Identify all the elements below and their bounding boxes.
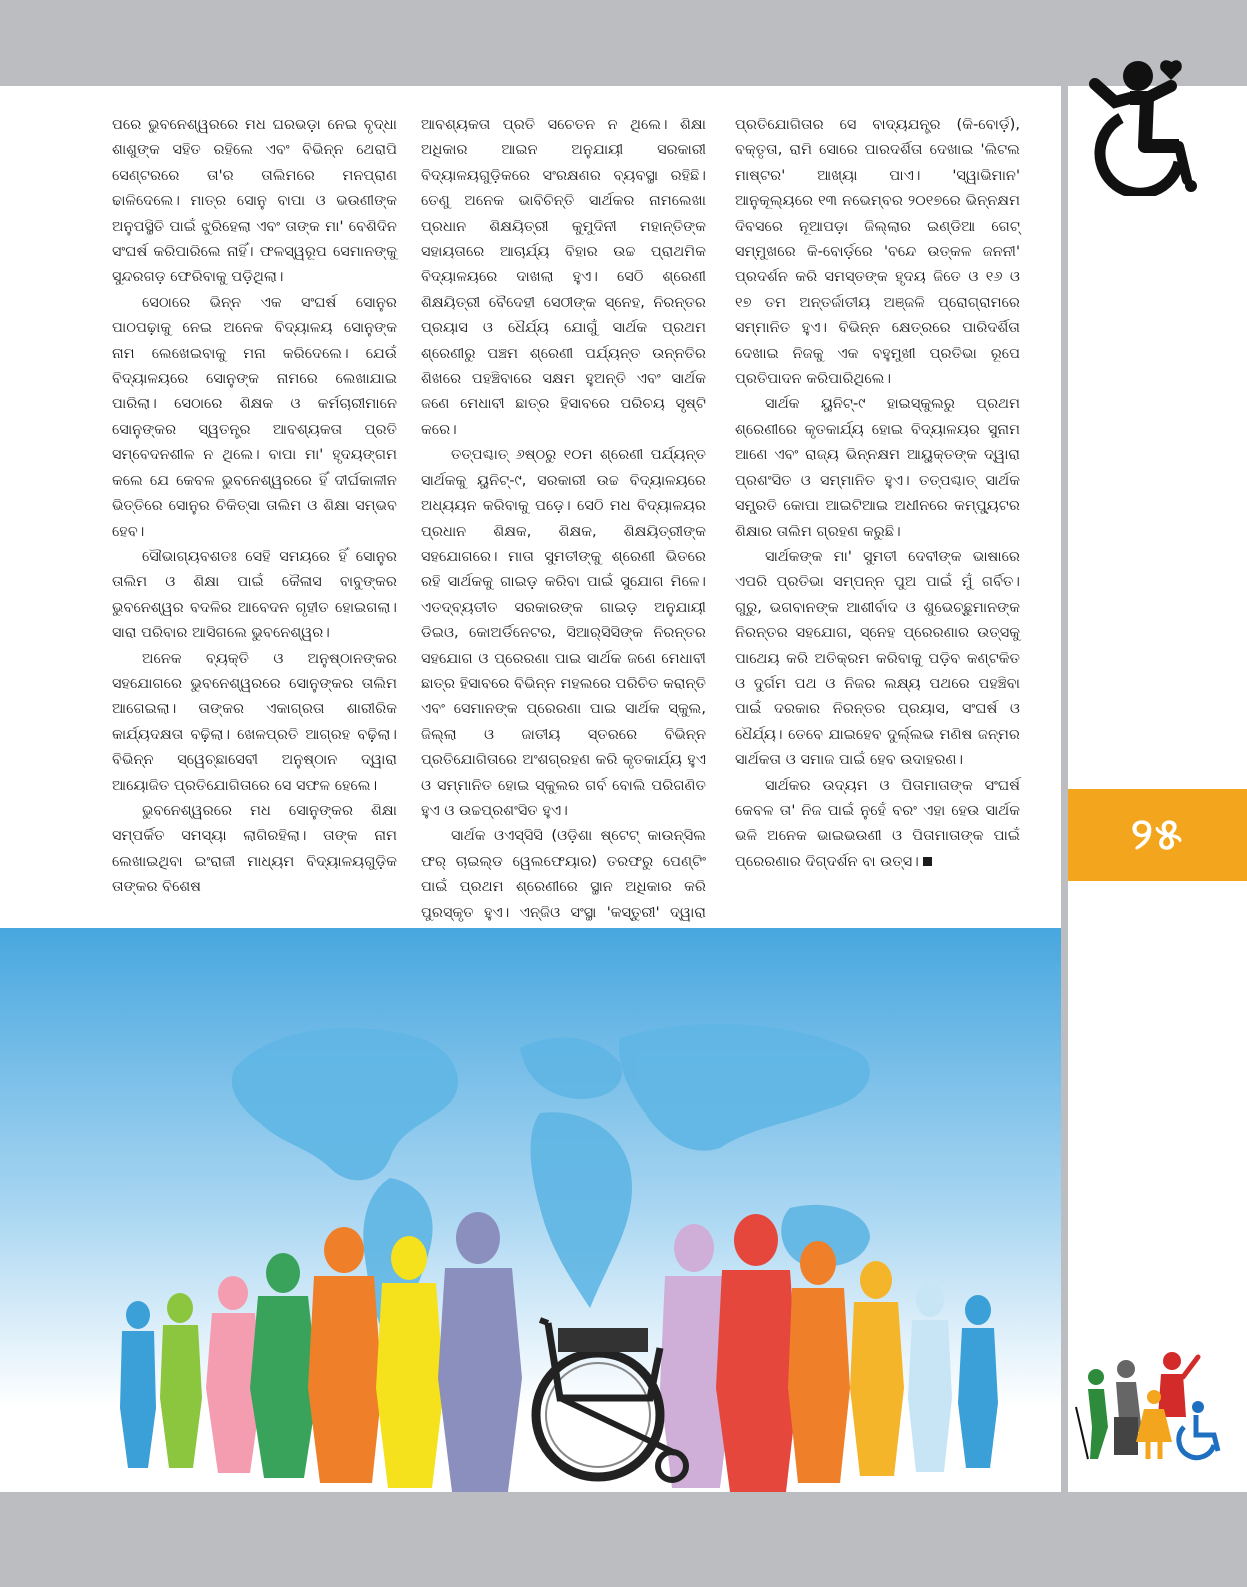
side-divider bbox=[1061, 86, 1068, 1492]
article-column-3 bbox=[735, 112, 1020, 874]
wheelchair-person-icon bbox=[1075, 46, 1205, 196]
bottom-band bbox=[0, 1492, 1247, 1587]
paragraph: ସୌଭାଗ୍ୟବଶତଃ ସେହି ସମୟରେ ହିଁ ସୋନୁର ତାଲିମ ଓ ଶିକ୍ଷା ପାଇଁ କୈଳାସ ବାବୁଙ୍କର ଭୁବନେଶ୍ୱର ବଦଳିର ଆବେଦନ ଗୃହୀତ ହୋଇଗଲା। ସାରା ପରିବାର ଆସିଗଲେ ଭୁବନେଶ୍ୱର। bbox=[112, 547, 397, 642]
paragraph-last bbox=[735, 773, 1020, 875]
people-disability-icon bbox=[1068, 1347, 1228, 1462]
top-band bbox=[0, 0, 1247, 86]
article-column-1 bbox=[112, 112, 397, 900]
world-people-illustration bbox=[0, 928, 1061, 1492]
paragraph: ସାର୍ଥକ ଓଏସ୍‌ସିସି (ଓଡ଼ିଶା ଷ୍ଟେଟ୍ କାଉନ୍‌ସିଲ ଫର୍ ଚାଇଲ୍ଡ ୱେଲଫେୟାର) ତରଫରୁ ପେଣ୍ଟିଂ ପାଇଁ ପ୍ରଥମ ଶ୍ରେଣୀରେ ସ୍ଥାନ ଅଧିକାର କରି ପୁରସ୍କୃତ ହୁଏ। ଏନ୍‌ଜିଓ ସଂସ୍ଥା 'କସ୍ତୁରୀ' ଦ୍ୱାରା bbox=[421, 827, 706, 921]
end-mark bbox=[923, 857, 932, 866]
paragraph: ଭୁବନେଶ୍ୱରରେ ମଧ ସୋନୁଙ୍କର ଶିକ୍ଷା ସମ୍ପର୍କିତ ସମସ୍ୟା ଲାଗିରହିଲା। ତାଙ୍କ ନାମ ଲେଖାଇଥିବା ଇଂରାଜୀ ମାଧ୍ୟମ ବିଦ୍ୟାଳୟଗୁଡ଼ିକ ତାଙ୍କର ବିଶେଷ bbox=[112, 801, 397, 896]
paragraph-text: ସାର୍ଥକର ଉଦ୍ୟମ ଓ ପିତାମାତାଙ୍କ ସଂଘର୍ଷ କେବଳ ତା' ନିଜ ପାଇଁ ନୁହେଁ ବରଂ ଏହା ହେଉ ସାର୍ଥକ ଭଳି ଅନେକ ଭାଇଭଉଣୀ ଓ ପିତାମାତାଙ୍କ ପାଇଁ ପ୍ରେରଣାର ଦିଗ୍‌ଦର୍ଶନ ବା ଉତ୍ସ। bbox=[735, 776, 1020, 870]
paragraph: ଅନେକ ବ୍ୟକ୍ତି ଓ ଅନୁଷ୍ଠାନଙ୍କର ସହଯୋଗରେ ଭୁବନେଶ୍ୱରରେ ସୋନୁଙ୍କର ତାଲିମ ଆଗେଇଲା। ତାଙ୍କର ଏକାଗ୍ରତା ଶାରୀରିକ କାର୍ଯ୍ୟଦକ୍ଷତା ବଢ଼ିଲା। ଖେଳପ୍ରତି ଆଗ୍ରହ ବଢ଼ିଲା। ବିଭିନ୍ନ ସ୍ୱେଚ୍ଛାସେବୀ ଅନୁଷ୍ଠାନ ଦ୍ୱାରା ଆୟୋଜିତ ପ୍ରତିଯୋଗିତାରେ ସେ ସଫଳ ହେଲେ। bbox=[112, 649, 397, 794]
paragraph: ତତ୍ପଶ୍ଚାତ୍ ୬ଷ୍ଠରୁ ୧୦ମ ଶ୍ରେଣୀ ପର୍ଯ୍ୟନ୍ତ ସାର୍ଥକକୁ ୟୁନିଟ୍-୯, ସରକାରୀ ଉଚ୍ଚ ବିଦ୍ୟାଳୟରେ ଅଧ୍ୟୟନ କରିବାକୁ ପଡ଼େ। ସେଠି ମଧ ବିଦ୍ୟାଳୟର ପ୍ରଧାନ ଶିକ୍ଷକ, ଶିକ୍ଷକ, ଶିକ୍ଷୟିତ୍ରୀଙ୍କ ସହଯୋଗରେ। ମାତା ସୁମତୀଙ୍କୁ ଶ୍ରେଣୀ ଭିତରେ ରହି ସାର୍ଥକକୁ ଗାଇଡ଼ କରିବା ପାଇଁ ସୁଯୋଗ ମିଳେ। ଏତଦ୍‌ବ୍ୟତୀତ ସରକାରଙ୍କ ଗାଇଡ଼ ଅନୁଯାୟୀ ଡିଇଓ, କୋଅର୍ଡିନେଟର, ସିଆର୍‌ସିସିଙ୍କ ନିରନ୍ତର ସହଯୋଗ ଓ ପ୍ରେରଣା ପାଇ ସାର୍ଥକ ଜଣେ ମେଧାବୀ ଛାତ୍ର ହିସାବରେ ବିଭିନ୍ନ ମହଲରେ ପରିଚିତ କରାନ୍ତି ଏବଂ ସେମାନଙ୍କ ପ୍ରେରଣା ପାଇ ସାର୍ଥକ ସ୍କୁଲ, ଜିଲ୍ଲା ଓ ଜାତୀୟ ସ୍ତରରେ ବିଭିନ୍ନ ପ୍ରତିଯୋଗିତାରେ ଅଂଶଗ୍ରହଣ କରି କୃତକାର୍ଯ୍ୟ ହୁଏ ଓ ସମ୍ମାନିତ ହୋଇ ସ୍କୁଲର ଗର୍ବ ବୋଲି ପରିଗଣିତ ହୁଏ ଓ ଉଚ୍ଚପ୍ରଶଂସିତ ହୁଏ। bbox=[421, 446, 706, 819]
paragraph: ପ୍ରତିଯୋଗିତାର ସେ ବାଦ୍ୟଯନ୍ତ୍ର (କି-ବୋର୍ଡ଼), ବକ୍ତୃତା, ରାମି ସୋରେ ପାରଦର୍ଶିତା ଦେଖାଇ 'ଲିଟଲ ମାଷ୍ଟର' ଆଖ୍ୟା ପାଏ। 'ସ୍ୱାଭିମାନ' ଆନୁକୂଲ୍ୟରେ ୧୩ ନଭେମ୍ବର ୨୦୧୭ରେ ଭିନ୍ନକ୍ଷମ ଦିବସରେ ନୂଆପଡ଼ା ଜିଲ୍ଲାର ଇଣ୍ଡିଆ ଗେଟ୍ ସମ୍ମୁଖରେ କି-ବୋର୍ଡ଼ରେ 'ବନ୍ଦେ ଉତ୍କଳ ଜନନୀ' ପ୍ରଦର୍ଶନ କରି ସମସ୍ତଙ୍କ ହୃଦୟ ଜିତେ ଓ ୧୬ ଓ ୧୭ ତମ ଅନ୍ତର୍ଜାତୀୟ ଅଞ୍ଜଳି ପ୍ରୋଗ୍ରାମରେ ସମ୍ମାନିତ ହୁଏ। ବିଭିନ୍ନ କ୍ଷେତ୍ରରେ ପାରିଦର୍ଶିତା ଦେଖାଇ ନିଜକୁ ଏକ ବହୁମୁଖୀ ପ୍ରତିଭା ରୂପେ ପ୍ରତିପାଦନ କରିପାରିଥିଲେ। bbox=[735, 116, 1020, 388]
article-column-2 bbox=[421, 112, 706, 950]
paragraph: ସାର୍ଥକ ୟୁନିଟ୍-୯ ହାଇସ୍କୁଲରୁ ପ୍ରଥମ ଶ୍ରେଣୀରେ କୃତକାର୍ଯ୍ୟ ହୋଇ ବିଦ୍ୟାଳୟର ସୁନାମ ଆଣେ ଏବଂ ରାଜ୍ୟ ଭିନ୍ନକ୍ଷମ ଆୟୁକ୍ତଙ୍କ ଦ୍ୱାରା ପ୍ରଶଂସିତ ଓ ସମ୍ମାନିତ ହୁଏ। ତତ୍ପଶ୍ଚାତ୍ ସାର୍ଥକ ସମ୍ପ୍ରତି କୋପା ଆଇଟିଆଇ ଅଧୀନରେ କମ୍ପ୍ୟୁଟର ଶିକ୍ଷାର ତାଲିମ ଗ୍ରହଣ କରୁଛି। bbox=[735, 395, 1020, 540]
paragraph: ପରେ ଭୁବନେଶ୍ୱରରେ ମଧ ଘରଭଡ଼ା ନେଇ ବୃଦ୍ଧା ଶାଶୁଙ୍କ ସହିତ ରହିଲେ ଏବଂ ବିଭିନ୍ନ ଥେରାପି ସେଣ୍ଟରରେ ତା'ର ତାଲିମରେ ମନପ୍ରାଣ ଢାଳିଦେଲେ। ମାତ୍ର ସୋନୁ ବାପା ଓ ଭଉଣୀଙ୍କ ଅନୁପସ୍ଥିତି ପାଇଁ ଝୁରିହେଲା ଏବଂ ତାଙ୍କ ମା' ବେଶିଦିନ ସଂଘର୍ଷ କରିପାରିଲେ ନାହିଁ। ଫଳସ୍ୱରୂପ ସେମାନଙ୍କୁ ସୁନ୍ଦରଗଡ଼ ଫେରିବାକୁ ପଡ଼ିଥିଲା। bbox=[112, 116, 397, 286]
paragraph: ସେଠାରେ ଭିନ୍ନ ଏକ ସଂଘର୍ଷ ସୋନୁର ପାଠପଢ଼ାକୁ ନେଇ ଅନେକ ବିଦ୍ୟାଳୟ ସୋନୁଙ୍କ ନାମ ଲେଖେଇବାକୁ ମନା କରିଦେଲେ। ଯେଉଁ ବିଦ୍ୟାଳୟରେ ସୋନୁଙ୍କ ନାମରେ ଲେଖାଯାଇ ପାରିଲା। ସେଠାରେ ଶିକ୍ଷକ ଓ କର୍ମଚାରୀମାନେ ସୋନୁଙ୍କର ସ୍ୱତନ୍ତ୍ର ଆବଶ୍ୟକତା ପ୍ରତି ସମ୍ବେଦନଶୀଳ ନ ଥିଲେ। ବାପା ମା' ହୃଦୟଙ୍ଗମ କଲେ ଯେ କେବଳ ଭୁବନେଶ୍ୱରରେ ହିଁ ଦୀର୍ଘକାଳୀନ ଭିତ୍ତିରେ ସୋନୁର ଚିକିତ୍ସା ତାଲିମ ଓ ଶିକ୍ଷା ସମ୍ଭବ ହେବ। bbox=[112, 293, 397, 540]
paragraph: ଆବଶ୍ୟକତା ପ୍ରତି ସଚେତନ ନ ଥିଲେ। ଶିକ୍ଷା ଅଧିକାର ଆଇନ ଅନୁଯାୟୀ ସରକାରୀ ବିଦ୍ୟାଳୟଗୁଡ଼ିକରେ ସଂରକ୍ଷଣର ବ୍ୟବସ୍ଥା ରହିଛି। ତେଣୁ ଅନେକ ଭାବିଚିନ୍ତି ସାର୍ଥକର ନାମଲେଖା ପ୍ରଧାନ ଶିକ୍ଷୟିତ୍ରୀ କୁମୁଦିନୀ ମହାନ୍ତିଙ୍କ ସହାୟତାରେ ଆଚାର୍ଯ୍ୟ ବିହାର ଉଚ୍ଚ ପ୍ରାଥମିକ ବିଦ୍ୟାଳୟରେ ଦାଖଲା ହୁଏ। ସେଠି ଶ୍ରେଣୀ ଶିକ୍ଷୟିତ୍ରୀ ବୈଦେହୀ ସେଠୀଙ୍କ ସ୍ନେହ, ନିରନ୍ତର ପ୍ରୟାସ ଓ ଧୈର୍ଯ୍ୟ ଯୋଗୁଁ ସାର୍ଥକ ପ୍ରଥମ ଶ୍ରେଣୀରୁ ପଞ୍ଚମ ଶ୍ରେଣୀ ପର୍ଯ୍ୟନ୍ତ ଉନ୍ନତିର ଶିଖରେ ପହଞ୍ଚିବାରେ ସକ୍ଷମ ହୁଅନ୍ତି ଏବଂ ସାର୍ଥକ ଜଣେ ମେଧାବୀ ଛାତ୍ର ହିସାବରେ ପରିଚୟ ସୃଷ୍ଟି କରେ। bbox=[421, 116, 706, 438]
page-number: ୨୫ bbox=[1068, 789, 1247, 881]
paragraph: ସାର୍ଥକଙ୍କ ମା' ସୁମତୀ ଦେବୀଙ୍କ ଭାଷାରେ ଏପରି ପ୍ରତିଭା ସମ୍ପନ୍ନ ପୁଅ ପାଇଁ ମୁଁ ଗର୍ବିତ। ଗୁରୁ, ଭଗବାନଙ୍କ ଆଶୀର୍ବାଦ ଓ ଶୁଭେଚ୍ଛୁମାନଙ୍କ ନିରନ୍ତର ସହଯୋଗ, ସ୍ନେହ ପ୍ରେରଣାର ଉତ୍ସକୁ ପାଥେୟ କରି ଅତିକ୍ରମ କରିବାକୁ ପଡ଼ିବ କଣ୍ଟକିତ ଓ ଦୁର୍ଗମ ପଥ ଓ ନିଜର ଲକ୍ଷ୍ୟ ପଥରେ ପହଞ୍ଚିବା ପାଇଁ ଦରକାର ନିରନ୍ତର ପ୍ରୟାସ, ସଂଘର୍ଷ ଓ ଧୈର୍ଯ୍ୟ। ତେବେ ଯାଇହେବ ଦୁର୍ଲ୍ଲଭ ମଣିଷ ଜନ୍ମର ସାର୍ଥକତା ଓ ସମାଜ ପାଇଁ ହେବ ଉଦାହରଣ। bbox=[735, 547, 1020, 769]
